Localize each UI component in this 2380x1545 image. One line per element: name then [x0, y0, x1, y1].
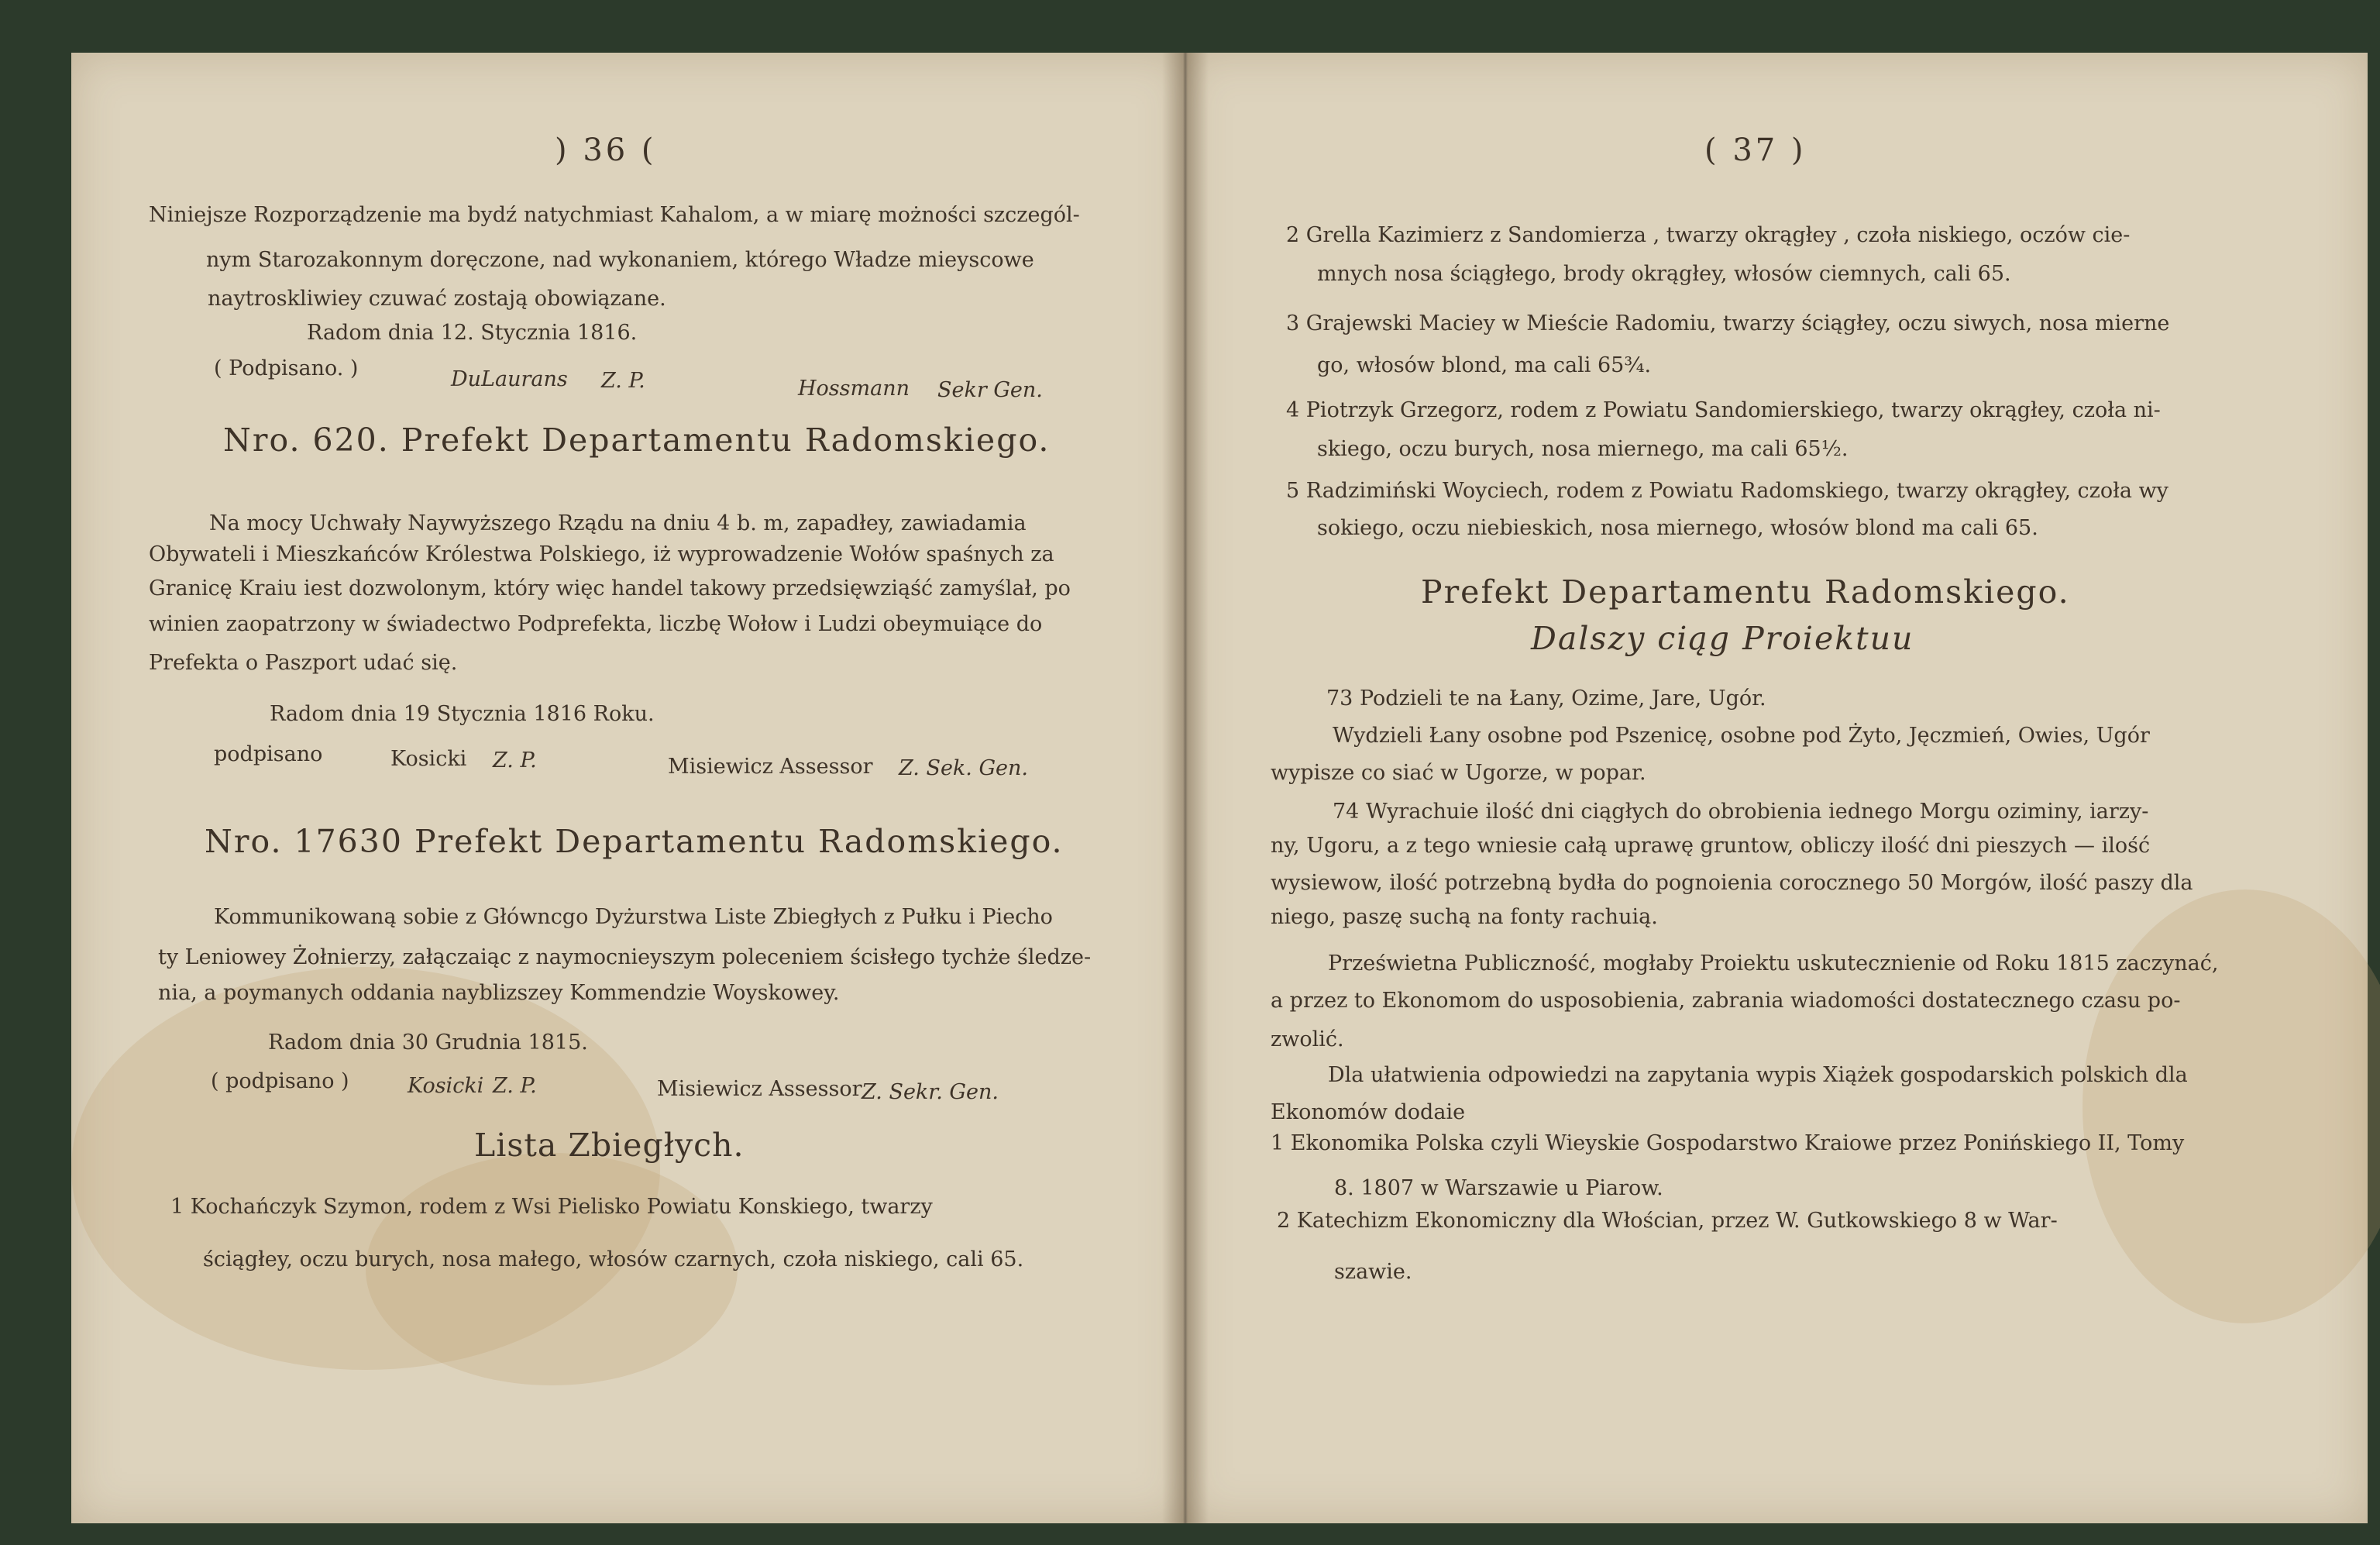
signature: Misiewicz Assessor: [657, 1077, 862, 1101]
signature-title: Z. P.: [493, 1074, 537, 1098]
list-entry-line: sokiego, oczu niebieskich, nosa miernego, włosów blond ma cali 65.: [1317, 516, 2038, 540]
place-date: Radom dnia 30 Grudnia 1815.: [268, 1031, 588, 1055]
list-entry-line: go, włosów blond, ma cali 65¾.: [1317, 353, 1652, 377]
list-entry-line: 8. 1807 w Warszawie u Piarow.: [1334, 1176, 1663, 1200]
paragraph-line: winien zaopatrzony w świadectwo Podprefekta, liczbę Wołow i Ludzi obeymuiące do: [149, 612, 1043, 636]
paragraph-line: wypisze co siać w Ugorze, w popar.: [1271, 761, 1646, 785]
list-entry-line: 5 Radzimiński Woyciech, rodem z Powiatu Radomskiego, twarzy okrągłey, czoła wy: [1286, 479, 2168, 503]
list-entry-line: 4 Piotrzyk Grzegorz, rodem z Powiatu Sandomierskiego, twarzy okrągłey, czoła ni-: [1286, 398, 2161, 422]
page-number-right: ( 37 ): [1704, 132, 1807, 168]
signed-label: ( Podpisano. ): [214, 356, 359, 380]
page-number-left: ) 36 (: [555, 132, 657, 168]
signature: Kosicki: [390, 747, 467, 771]
signed-label: podpisano: [214, 742, 323, 766]
list-entry-line: 2 Katechizm Ekonomiczny dla Włościan, przez W. Gutkowskiego 8 w War-: [1277, 1209, 2058, 1233]
paragraph-line: zwolić.: [1271, 1027, 1344, 1051]
signature-title: Z. P.: [601, 369, 645, 393]
paragraph-line: Dla ułatwienia odpowiedzi na zapytania wypis Xiążek gospodarskich polskich dla: [1328, 1063, 2188, 1087]
left-page: [71, 53, 1187, 1523]
paragraph-line: Prefekta o Paszport udać się.: [149, 651, 458, 675]
paragraph-line: Obywateli i Mieszkańców Królestwa Polskiego, iż wyprowadzenie Wołów spaśnych za: [149, 542, 1054, 566]
paragraph-line: 73 Podzieli te na Łany, Ozime, Jare, Ugór.: [1326, 686, 1766, 711]
list-heading: Lista Zbiegłych.: [474, 1127, 745, 1164]
signed-label: ( podpisano ): [211, 1069, 349, 1093]
list-entry-line: szawie.: [1334, 1260, 1412, 1284]
signature-title: Z. Sek. Gen.: [899, 756, 1028, 780]
signature: Hossmann: [798, 377, 910, 401]
section-heading: Nro. 17630 Prefekt Departamentu Radomskiego.: [205, 823, 1064, 860]
paragraph-line: Granicę Kraiu iest dozwolonym, który więc handel takowy przedsięwziąść zamyślał, po: [149, 576, 1071, 600]
book-gutter: [1162, 53, 1209, 1523]
list-entry-line: 2 Grella Kazimierz z Sandomierza , twarzy okrągłey , czoła niskiego, oczów cie-: [1286, 223, 2131, 247]
paragraph-line: Ekonomów dodaie: [1271, 1100, 1466, 1124]
place-date: Radom dnia 12. Stycznia 1816.: [307, 321, 638, 345]
section-heading: Nro. 620. Prefekt Departamentu Radomskiego.: [223, 422, 1051, 459]
list-entry-line: 1 Ekonomika Polska czyli Wieyskie Gospodarstwo Kraiowe przez Ponińskiego II, Tomy: [1271, 1131, 2185, 1155]
paragraph-line: 74 Wyrachuie ilość dni ciągłych do obrobienia iednego Morgu oziminy, iarzy-: [1333, 800, 2149, 824]
list-entry-line: mnych nosa ściągłego, brody okrągłey, włosów ciemnych, cali 65.: [1317, 262, 2011, 286]
paragraph-line: Na mocy Uchwały Naywyższego Rządu na dniu 4 b. m, zapadłey, zawiadamia: [209, 511, 1027, 535]
paragraph-line: Kommunikowaną sobie z Główncgo Dyżurstwa Liste Zbiegłych z Pułku i Piecho: [214, 905, 1053, 929]
paragraph-line: Prześwietna Publiczność, mogłaby Proiektu uskutecznienie od Roku 1815 zaczynać,: [1328, 951, 2219, 976]
list-entry-line: ściągłey, oczu burych, nosa małego, włosów czarnych, czoła niskiego, cali 65.: [203, 1247, 1024, 1271]
paragraph-line: a przez to Ekonomom do usposobienia, zabrania wiadomości dostatecznego czasu po-: [1271, 989, 2181, 1013]
place-date: Radom dnia 19 Stycznia 1816 Roku.: [270, 702, 655, 726]
signature-title: Sekr Gen.: [937, 378, 1043, 402]
signature: Kosicki: [408, 1074, 484, 1098]
list-entry-line: skiego, oczu burych, nosa miernego, ma cali 65½.: [1317, 437, 1849, 461]
paragraph-line: nym Starozakonnym doręczone, nad wykonaniem, którego Władze mieyscowe: [206, 248, 1034, 272]
list-entry-line: 3 Grajewski Maciey w Mieście Radomiu, twarzy ściągłey, oczu siwych, nosa mierne: [1286, 311, 2170, 335]
paragraph-line: ty Leniowey Żołnierzy, załączaiąc z naymocnieyszym poleceniem ścisłego tychże śledze-: [158, 945, 1092, 969]
list-entry-line: 1 Kochańczyk Szymon, rodem z Wsi Pielisko Powiatu Konskiego, twarzy: [170, 1195, 933, 1219]
signature-title: Z. P.: [493, 748, 537, 772]
section-subheading: Dalszy ciąg Proiektuu: [1531, 620, 1914, 657]
section-heading: Prefekt Departamentu Radomskiego.: [1421, 573, 2070, 611]
signature-title: Z. Sekr. Gen.: [862, 1080, 999, 1104]
paragraph-line: niego, paszę suchą na fonty rachuią.: [1271, 905, 1658, 929]
signature: DuLaurans: [451, 367, 568, 391]
signature: Misiewicz Assessor: [668, 755, 873, 779]
paragraph-line: Wydzieli Łany osobne pod Pszenicę, osobne pod Żyto, Jęczmień, Owies, Ugór: [1333, 724, 2150, 748]
paragraph-line: ny, Ugoru, a z tego wniesie całą uprawę gruntow, obliczy ilość dni pieszych — ilość: [1271, 834, 2151, 858]
paragraph-line: wysiewow, ilość potrzebną bydła do pognoienia corocznego 50 Morgów, ilość paszy dla: [1271, 871, 2193, 895]
paragraph-line: Niniejsze Rozporządzenie ma bydź natychmiast Kahalom, a w miarę możności szczegól-: [149, 203, 1080, 227]
paragraph-line: naytroskliwiey czuwać zostają obowiązane.: [208, 287, 666, 311]
paragraph-line: nia, a poymanych oddania nayblizszey Kommendzie Woyskowey.: [158, 981, 840, 1005]
